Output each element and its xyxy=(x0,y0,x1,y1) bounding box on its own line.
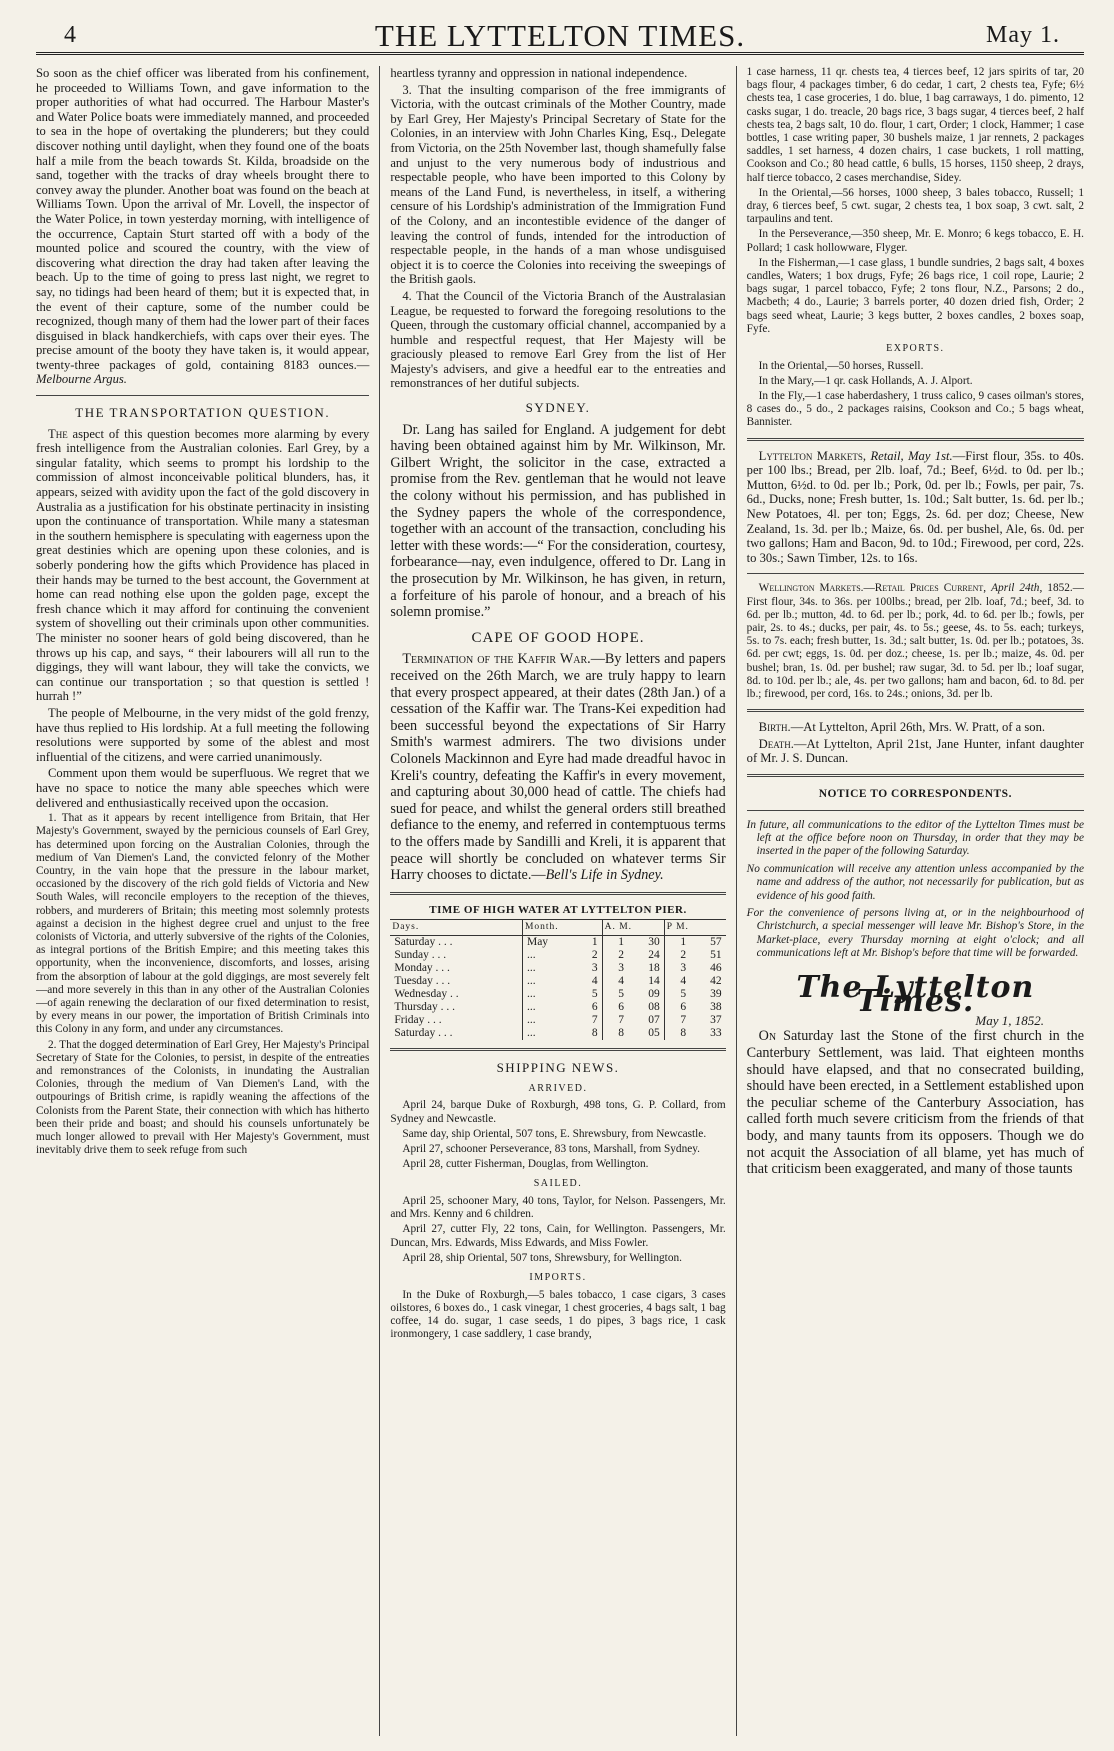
tide-table xyxy=(390,919,725,1040)
sailing-3: April 28, ship Oriental, 507 tons, Shrewsbury, for Wellington. xyxy=(402,1251,682,1264)
resolution-2: 2. That the dogged determination of Earl Grey, Her Majesty's Principal Secretary of State for the Colonies, to persist, in despite of the entreaties and remonstrances of the Colonists, in inundating the Australian Colonies, through the medium of Van Diemen's Land, with the outpourings of British crime, is rapidly weaning the affections of the Colonists from the Parent State, their connection with which has hitherto been their pride and boast; and should his counsels unfortunately be much longer allowed to prevail with Her Majesty's Government, must inevitably drive them to seek refuge from such xyxy=(36,1038,370,1157)
export-2: In the Mary,—1 qr. cask Hollands, A. J. Alport. xyxy=(758,374,973,387)
column-3 xyxy=(737,66,1084,1736)
import-fisherman: In the Fisherman,—1 case glass, 1 bundle sundries, 2 bags salt, 4 boxes candles, Waters; 1 box drugs, Fyfe; 26 bags rice, 1 coil rope, Laurie; 2 bags sugar, 1 parcel tobacco, Fyfe; 2 tons flour, N.Z., Parsons; 2 do., Macbeth; 4 do., Laurie; 3 barrels porter, 40 dozen dried fish, Order; 2 bags seed wheat, Laurie; 3 kegs butter, 2 boxes candles, 2 boxes soap, Fyfe. xyxy=(746,256,1084,335)
tide-pm-min: 46 xyxy=(710,962,722,975)
tide-day: Sunday . . . xyxy=(394,949,447,962)
tide-day: Saturday . . . xyxy=(394,1027,453,1040)
tide-am-min: 08 xyxy=(648,1001,660,1014)
tide-pm-hour: 3 xyxy=(664,962,690,975)
editorial-date: May 1, 1852. xyxy=(975,1012,1044,1028)
tide-row xyxy=(390,988,725,1001)
tide-day: Wednesday . . xyxy=(394,988,459,1001)
tide-pm-hour: 4 xyxy=(664,975,690,988)
tide-date: 8 xyxy=(591,1027,598,1040)
masthead xyxy=(36,18,1084,55)
sailing-1: April 25, schooner Mary, 40 tons, Taylor, for Nelson. Passengers, Mr. and Mrs. Kenny and 6 children. xyxy=(390,1195,726,1221)
transportation-para-2: The people of Melbourne, in the very midst of the gold frenzy, have thus replied to His lordship. At a full meeting the following resolutions were supported by some of the ablest and most influential of the citizens, and were carried unanimously. xyxy=(36,705,370,764)
divider xyxy=(747,774,1084,777)
tide-am-hour: 3 xyxy=(602,962,628,975)
tide-am-hour: 8 xyxy=(602,1027,628,1040)
arrival-1: April 24, barque Duke of Roxburgh, 498 tons, G. P. Collard, from Sydney and Newcastle. xyxy=(390,1099,726,1125)
export-3: In the Fly,—1 case haberdashery, 1 truss calico, 9 cases oilman's stores, 8 cases do., 5 do., 2 packages raisins, Cookson and Co.; 5 bags wheat, Bannister. xyxy=(746,390,1084,429)
cape-text: Termination of the Kaffir War.—By letters and papers received on the 26th March, we are truly happy to learn that every prospect appeared, at their dates (28th Jan.) of a cessation of the Kaffir war. The Trans-Kei expedition had been successful beyond the expectations of Sir Harry Smith's warmest admirers. The two divisions under Colonels Mackinnon and Eyre had made dreadful havoc in Kreli's country, defeating the Kaffir's in every movement, and capturing about 30,000 head of cattle. The chiefs had sued for peace, and whilst the general orders still breathed defiance to the enemy, and referred in contemptuous terms to the offers made by Sandilli and Kreli, it is apparent that peace will shortly be concluded on whatever terms Sir Harry chooses to dictate.—Bell's Life in Sydney. xyxy=(390,651,726,884)
tide-pm-hour: 6 xyxy=(664,1001,690,1014)
tide-month: ... xyxy=(522,949,576,962)
tide-pm-hour: 7 xyxy=(664,1014,690,1027)
issue-date: May 1. xyxy=(986,22,1060,48)
import-duke-cont: 1 case harness, 11 qr. chests tea, 4 tierces beef, 12 jars spirits of tar, 20 bags flour, 4 packages timber, 6 do cedar, 1 cart, 2 chests tea, Fyfe; 6½ chests tea, 1 case groceries, 1 do. blue, 1 bag carraways, 1 do. pimento, 12 casks sugar, 1 do. treacle, 20 bags rice, 3 bags sugar, 4 tierces beef, 2 half chests tea, 2 bags salt, 10 do. flour, 1 cart, Order; 1 clock, Hammer; 1 case bottles, 1 case writing paper, 30 bushels maize, 1 jar rennets, 2 packages saddles, 1 set harness, 4 dozen chairs, 1 case buckets, 1 roll matting, Cookson and Co.; 80 head cattle, 6 bulls, 15 horses, 1150 sheep, 2 drays, half tierce tobacco, 2 cases merchandise, Sidey. xyxy=(746,66,1084,184)
divider xyxy=(747,438,1084,441)
tide-am-hour: 7 xyxy=(602,1014,628,1027)
tide-pm-min: 33 xyxy=(710,1027,722,1040)
tide-row xyxy=(390,975,725,988)
tide-row xyxy=(390,1014,725,1027)
tide-pm-hour: 2 xyxy=(664,949,690,962)
resolution-4: 4. That the Council of the Victoria Branch of the Australasian League, be requested to forward the foregoing resolutions to the Queen, through the customary official channel, accompanied by a humble and respectful request, that Her Majesty will be graciously pleased to remove Earl Grey from the list of Her Majesty's advisers, and give a heedful ear to the entreaties and remonstrances of her dutiful subjects. xyxy=(390,288,726,391)
tide-day: Friday . . . xyxy=(394,1014,442,1027)
divider xyxy=(747,709,1084,712)
tide-table-title: TIME OF HIGH WATER AT LYTTELTON PIER. xyxy=(429,903,687,916)
import-duke: In the Duke of Roxburgh,—5 bales tobacco, 1 case cigars, 3 cases oilstores, 6 boxes do., 1 cask vinegar, 1 chest groceries, 4 bags salt, 1 bag coffee, 14 do. sugar, 1 case seeds, 1 do pipes, 3 bags rice, 1 cask ironmongery, 1 case saddlery, 1 case brandy, xyxy=(390,1288,726,1341)
arrival-2: Same day, ship Oriental, 507 tons, E. Shrewsbury, from Newcastle. xyxy=(402,1127,707,1140)
tide-am-hour: 4 xyxy=(602,975,628,988)
notice-3: For the convenience of persons living at, or in the neighbourhood of Christchurch, a special messenger will leave Mr. Bishop's Store, in the Market-place, every Thursday morning at eight o'clock; and all communications left at Mr. Bishop's before that time will be forwarded. xyxy=(746,907,1084,960)
article-robbery-source: Melbourne Argus. xyxy=(36,372,127,387)
newspaper-page xyxy=(36,18,1084,1736)
columns xyxy=(36,66,1084,1736)
tide-pm-hour: 8 xyxy=(664,1027,690,1040)
tide-header-month: Month. xyxy=(522,920,602,936)
tide-pm-min: 38 xyxy=(710,1001,722,1014)
tide-month: ... xyxy=(522,1027,576,1040)
tide-date: 6 xyxy=(591,1001,598,1014)
tide-day: Saturday . . . xyxy=(394,936,453,949)
sydney-text: Dr. Lang has sailed for England. A judgement for debt having been obtained against him by Mr. Wilkinson, Mr. Gilbert Wright, the solicitor in the case, extracted a promise from the Rev. gentleman that he would not leave the colony without his permission, and has published in the Sydney papers the whole of the correspondence, together with an account of the transaction, concluding his letter with these words:—“ For the consideration, courtesy, forbearance—nay, even indulgence, offered to Dr. Lang in the prosecution by Mr. Wilkinson, he has given, in return, a forfeiture of his parole of honour, and a breach of his solemn promise.” xyxy=(390,421,726,621)
editorial-masthead: The Lyttelton Times. xyxy=(796,969,1035,1020)
tide-am-hour: 1 xyxy=(602,936,628,950)
tide-am-hour: 5 xyxy=(602,988,628,1001)
sydney-heading: SYDNEY. xyxy=(525,400,591,416)
resolution-3: 3. That the insulting comparison of the free immigrants of Victoria, with the outcast criminals of the Mother Country, made by Earl Grey, Her Majesty's Principal Secretary of State for the Colonies, in an interview with John Charles King, Esq., Delegate from Victoria, on the 25th November last, though shamefully false and unjust to the very numerous body of industrious and respectable people, who have been imported to this Colony by means of the Land Fund, is nevertheless, in itself, a withering censure of his Lordship's administration of the Immigration Fund of the Colony, and an incontestible evidence of the danger of leaving the control of funds, intended for the introduction of respectable people, in the hands of a man whose undisguised object it is to coerce the Colonies into receiving the sweepings of the British gaols. xyxy=(390,82,726,287)
death-notice: Death.—At Lyttelton, April 21st, Jane Hunter, infant daughter of Mr. J. S. Duncan. xyxy=(746,736,1084,766)
tide-pm-min: 57 xyxy=(710,936,722,949)
transportation-para-3: Comment upon them would be superfluous. We regret that we have no space to notice the many able speeches which were delivered and enthusiastically received upon the occasion. xyxy=(36,766,370,810)
sailed-heading: SAILED. xyxy=(533,1178,583,1190)
tide-day: Thursday . . . xyxy=(394,1001,456,1014)
tide-month: ... xyxy=(522,1014,576,1027)
tide-month: ... xyxy=(522,975,576,988)
tide-am-min: 18 xyxy=(648,962,660,975)
tide-pm-min: 37 xyxy=(710,1014,722,1027)
tide-header-am: A. M. xyxy=(602,920,664,936)
tide-header-days: Days. xyxy=(390,920,522,936)
divider xyxy=(747,810,1084,811)
divider xyxy=(390,892,725,895)
tide-row xyxy=(390,1027,725,1040)
tide-pm-min: 51 xyxy=(710,949,722,962)
tide-date: 5 xyxy=(591,988,598,1001)
tide-am-hour: 2 xyxy=(602,949,628,962)
shipping-heading: SHIPPING NEWS. xyxy=(496,1060,620,1076)
divider xyxy=(747,573,1084,574)
tide-am-min: 14 xyxy=(648,975,660,988)
tide-day: Tuesday . . . xyxy=(394,975,451,988)
divider xyxy=(390,1048,725,1051)
import-perseverance: In the Perseverance,—350 sheep, Mr. E. Monro; 6 kegs tobacco, E. H. Pollard; 1 cask hollowware, Flyger. xyxy=(746,228,1084,254)
tide-am-min: 24 xyxy=(648,949,660,962)
column-2 xyxy=(380,66,736,1736)
article-robbery-text: So soon as the chief officer was liberated from his confinement, he proceeded to Williams Town, and gave information to the proper authorities of what had occurred. The Harbour Master's and Water Police boats were immediately manned, and proceeded to sea in the hope of overtaking the plunderers; but they could discover nothing until daylight, when they found one of the boats half a mile from the beach towards St. Kilda, broadside on the sand, together with the tracks of dray wheels brought there to convey away the plunder. Another boat was found on the beach at Williams Town. Upon the arrival of Mr. Lovell, the inspector of the Water Police, in town yesterday morning, with intelligence of the occurrence, Captain Sturt started off with a body of the mounted police and scoured the country, with the view of discovering what direction the dray had taken after leaving the beach. Up to the time of going to press last night, we regret to say, no tidings had been heard of them; but it is expected that, in the event of their capture, some of the number could be recognized, though many of them had the lower part of their faces disguised in black handkerchiefs, with caps over their eyes. The precise amount of the booty they have taken is, it would appear, twenty-three packages of gold, containing 8183 ounces.—Melbourne Argus. xyxy=(36,66,370,387)
arrival-4: April 28, cutter Fisherman, Douglas, from Wellington. xyxy=(402,1158,649,1171)
tide-pm-min: 42 xyxy=(710,975,722,988)
tide-date: 3 xyxy=(591,962,598,975)
tide-day: Monday . . . xyxy=(394,962,450,975)
sailing-2: April 27, cutter Fly, 22 tons, Cain, for Wellington. Passengers, Mr. Duncan, Mrs. Edwards, Miss Edwards, and Miss Fowler. xyxy=(390,1223,726,1249)
tide-month: May xyxy=(522,936,576,950)
tide-date: 2 xyxy=(591,949,598,962)
cape-heading: CAPE OF GOOD HOPE. xyxy=(471,629,645,646)
tide-row xyxy=(390,1001,725,1014)
tide-pm-hour: 1 xyxy=(664,936,690,950)
notice-heading: NOTICE TO CORRESPONDENTS. xyxy=(818,788,1012,801)
arrived-heading: ARRIVED. xyxy=(528,1082,588,1094)
import-oriental: In the Oriental,—56 horses, 1000 sheep, 3 bales tobacco, Russell; 1 dray, 6 tierces beef, 5 cwt. sugar, 2 chests tea, 1 box soap, 3 cwt. salt, 2 tarpaulins and tent. xyxy=(746,186,1084,226)
page-number: 4 xyxy=(64,22,76,48)
lyttelton-markets: Lyttelton Markets, Retail, May 1st.—First flour, 35s. to 40s. per 100 lbs.; Bread, per 2lb. loaf, 7d.; Beef, 6½d. to 0d. per lb.; Mutton, 6½d. to 0d. per lb.; Pork, 0d. per lb.; Fowls, per pair, 7s. 6d., Ducks, none; Fresh butter, 1s. 10d.; Salt butter, 1s. 6d. per lb.; New Potatoes, 4l. per ton; Eggs, 2s. 6d. per doz; Cheese, New Zealand, 1s. 3d. per lb.; Maize, 6s. 0d. per bushel, Ale, 6s. 0d. per two gallons; Ham and Bacon, 9d. to 10d.; Firewood, per cord, 22s. to 30s.; Sawn Timber, 12s. to 16s. xyxy=(746,448,1084,565)
tide-month: ... xyxy=(522,1001,576,1014)
exports-heading: EXPORTS. xyxy=(886,343,945,355)
tide-am-hour: 6 xyxy=(602,1001,628,1014)
tide-am-min: 09 xyxy=(648,988,660,1001)
tide-row xyxy=(390,962,725,975)
arrival-3: April 27, schooner Perseverance, 83 tons, Marshall, from Sydney. xyxy=(402,1143,700,1156)
newspaper-title: THE LYTTELTON TIMES. xyxy=(374,18,746,53)
export-1: In the Oriental,—50 horses, Russell. xyxy=(758,359,924,372)
tide-pm-min: 39 xyxy=(710,988,722,1001)
transportation-heading: THE TRANSPORTATION QUESTION. xyxy=(75,405,331,421)
tide-row xyxy=(390,936,725,950)
divider xyxy=(36,395,369,396)
editorial-text: On Saturday last the Stone of the first church in the Canterbury Settlement, was laid. That eighteen months should have elapsed, and that no consecrated building, should have been erected, in a Settlement established upon the peculiar scheme of the Canterbury Association, has called forth much severe criticism from the friends of that body, and many taunts from its opposers. Though we do not acquit the Association of all blame, yet has much of that criticism been exaggerated, and many of those taunts xyxy=(746,1028,1084,1178)
tide-row xyxy=(390,949,725,962)
tide-header-pm: P M. xyxy=(664,920,725,936)
birth-notice: Birth.—At Lyttelton, April 26th, Mrs. W. Pratt, of a son. xyxy=(758,720,1046,735)
transportation-para-1: The aspect of this question becomes more alarming by every fresh intelligence from the Australian colonies. Earl Grey, by a singular fatality, which seems to prompt his lordship to the commission of almost inconceivable political blunders, has, it appears, seized with avidity upon the fact of the gold discovery in Australia as a justification for his obstinate pertinacity in insisting upon the continuance of transportation. While many a statesman in the southern hemisphere is speculating with eagerness upon the great destinies which are opening upon these colonies, and is soberly pondering how the gifts which Providence has placed in their hands may be turned to the best account, the Government at home can read nothing else upon the golden page, except the fresh chance which it may afford for continuing the convenient system of shovelling out their criminals upon other communities. The minister no sooner hears of gold being discovered, than he throws up his cap, and says, “ their labourers will all run to the diggings, they will want labour, they will take the convicts, we can continue our transportation ; so that question is settled ! hurrah !” xyxy=(36,426,370,704)
notice-1: In future, all communications to the editor of the Lyttelton Times must be left at the office before noon on Thursday, in order that they may be inserted in the paper of the following Saturday. xyxy=(746,818,1084,858)
tide-am-min: 05 xyxy=(648,1027,660,1040)
imports-heading: IMPORTS. xyxy=(529,1272,587,1284)
tide-month: ... xyxy=(522,988,576,1001)
tide-date: 1 xyxy=(591,936,598,949)
tide-am-min: 30 xyxy=(648,936,660,949)
tide-date: 4 xyxy=(591,975,598,988)
tide-pm-hour: 5 xyxy=(664,988,690,1001)
tide-am-min: 07 xyxy=(648,1014,660,1027)
resolution-2-cont: heartless tyranny and oppression in national independence. xyxy=(390,66,688,80)
column-1 xyxy=(36,66,380,1736)
tide-month: ... xyxy=(522,962,576,975)
resolution-1: 1. That as it appears by recent intelligence from Britain, that Her Majesty's Government, swayed by the pernicious counsels of Earl Grey, has determined upon forcing on the Australian Colonies, through the medium of Van Diemen's Land, the convicted felonry of the Mother Country, in the vain hope that the pressure in the labour market, occasioned by the discovery of the rich gold fields of Victoria and New South Wales, will reconcile employers to the reception of the thieves, robbers, and murderers of Britain; this meeting most solemnly protests against a decision in the highest degree cruel and unjust to the free colonists of Victoria, and utterly subversive of the rights of the Colonies, as integral portions of the British Empire; and this meeting takes this opportunity, when the inconvenience, discomforts, and losses, arising from the absorption of labour at the gold diggings, are most severely felt—and more severely in this than in any other of the Australian Colonies—of again renewing the declaration of our fixed determination to resist, by every means in our power, the importation of British Criminals into this Colony in any form, and under any circumstances. xyxy=(36,812,370,1036)
notice-2: No communication will receive any attention unless accompanied by the name and address of the author, not necessarily for publication, but as evidence of his good faith. xyxy=(746,862,1084,902)
tide-date: 7 xyxy=(591,1014,598,1027)
wellington-markets: Wellington Markets.—Retail Prices Current, April 24th, 1852.—First flour, 34s. to 36s. per 100lbs.; bread, per 2lb. loaf, 7d.; beef, 3d. to 6d. per lb.; mutton, 4d. to 6d. per lb.; pork, 4d. to 6d. per lb.; fowls, per pair, 2s. to 4s.; ducks, per pair, 4s. to 5s.; geese, 4s. to 5s. each; turkeys, 5s. to 7s. each; fresh butter, 1s. 3d.; salt butter, 1s. 0d. per lb.; potatoes, 3s. 6d. per cwt; eggs, 1s. 0d. per doz.; cheese, 1s. per lb.; maize, 4s. 0d. per bushel; bran, 1s. 0d. per bushel; raw sugar, 3d. to 5d. per lb.; loaf sugar, 8d. to 10d. per lb.; ale, 4s. per two gallons; ham and bacon, 6d. to 8d. per lb.; firewood, per cord, 16s. to 24s.; onions, 3d. per lb. xyxy=(746,582,1084,701)
